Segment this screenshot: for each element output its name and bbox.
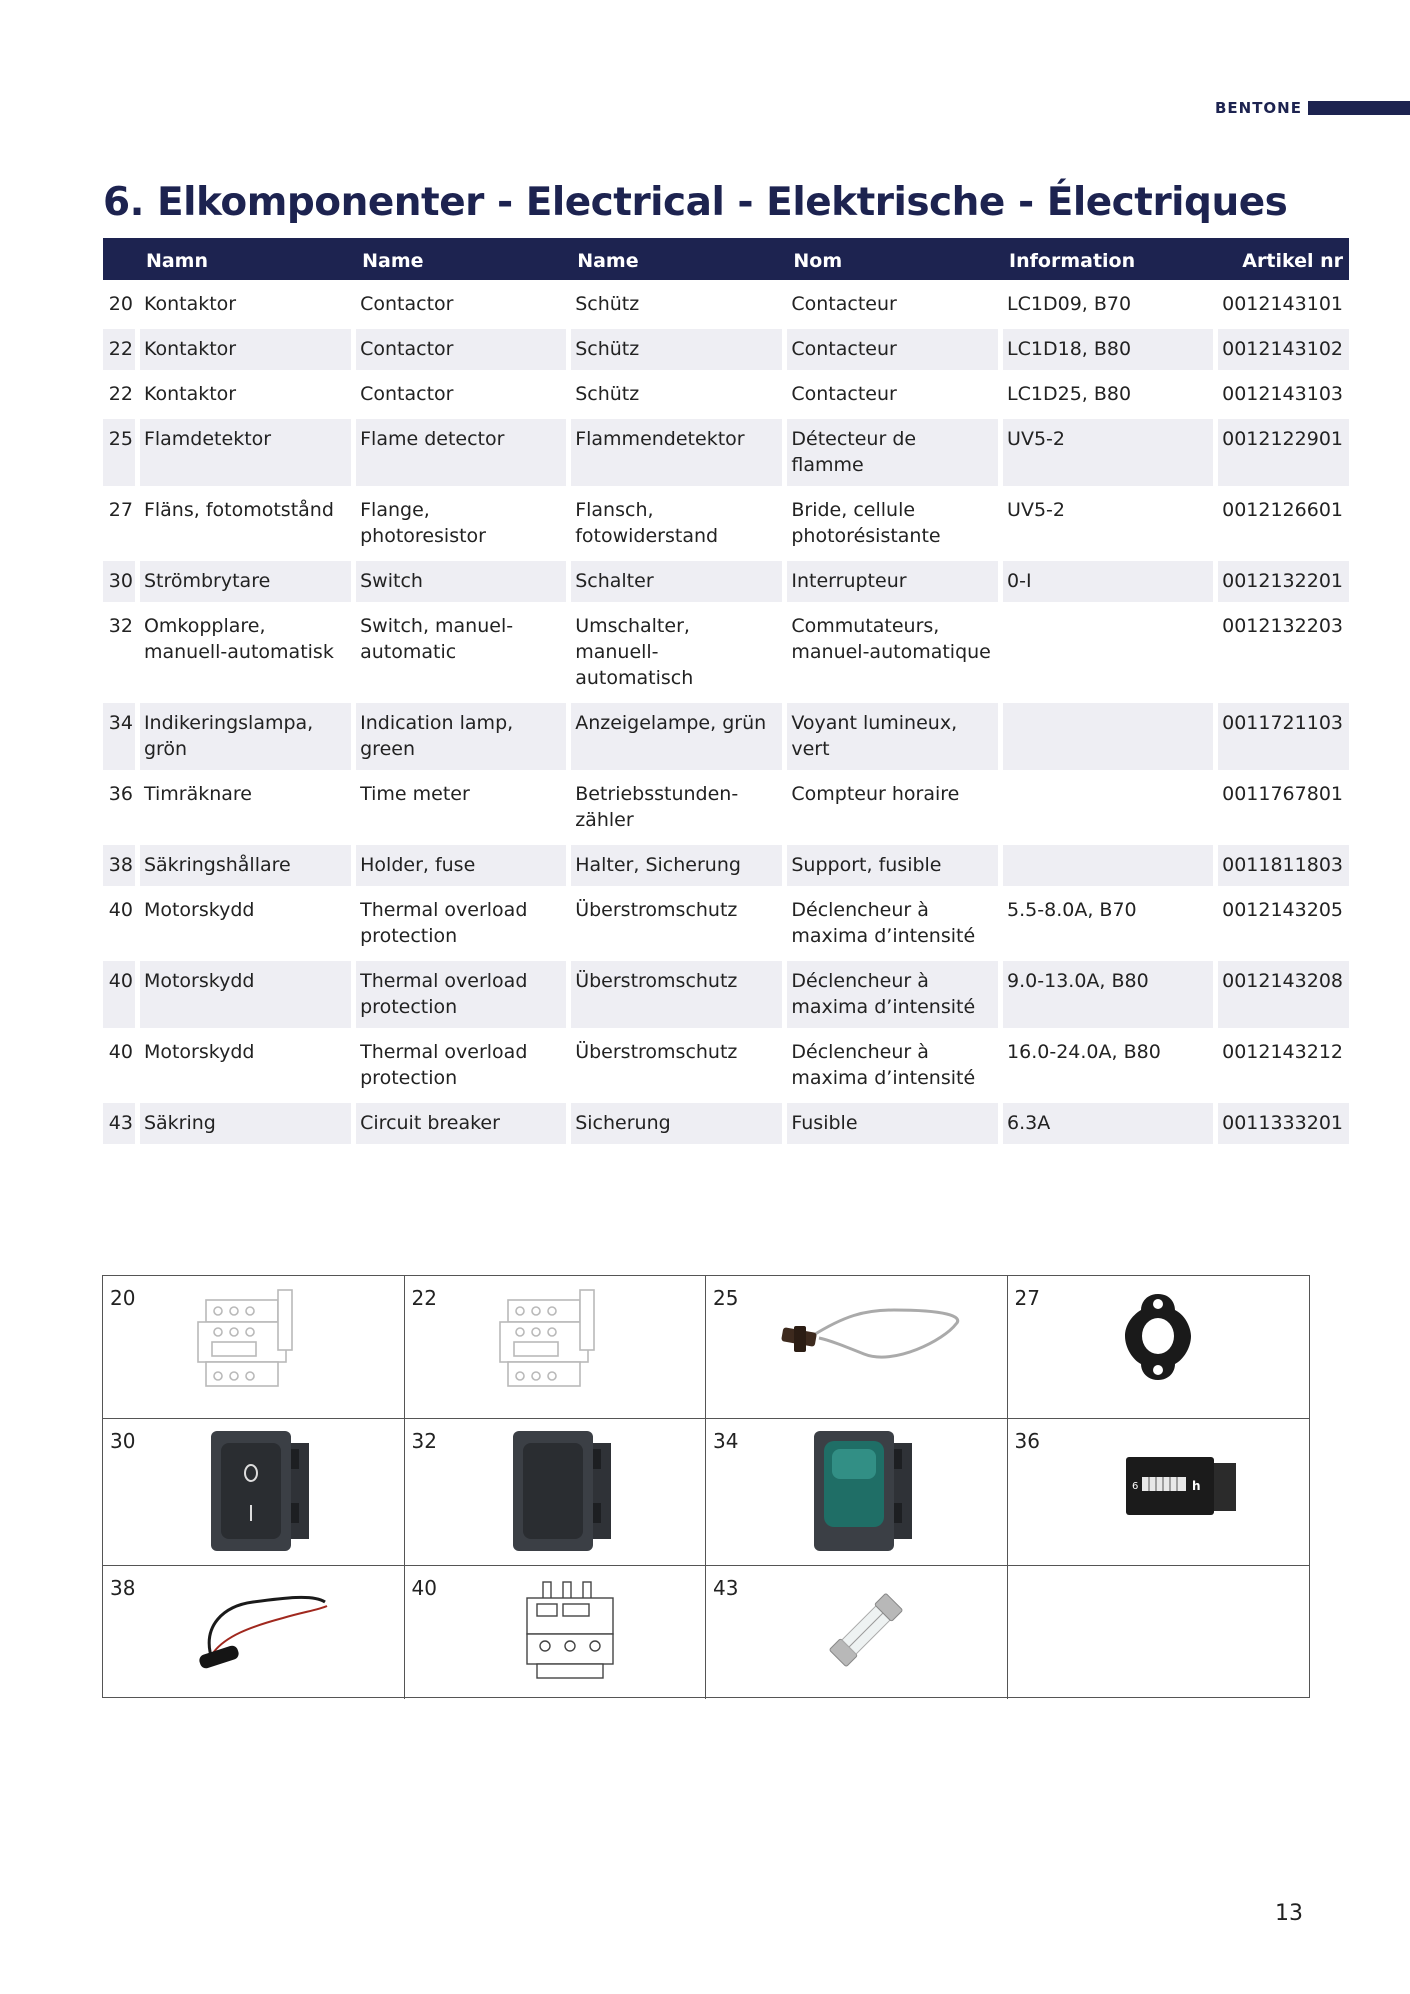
table-row — [103, 1032, 1349, 1099]
cell-name-en: Holder, fuse — [356, 845, 571, 886]
image-label: 43 — [713, 1576, 739, 1600]
cell-information — [1003, 703, 1218, 770]
cell-name-en: Circuit breaker — [356, 1103, 571, 1144]
cell-information: 9.0-13.0A, B80 — [1003, 961, 1218, 1028]
cell-name-en: Switch, manuel- automatic — [356, 606, 571, 699]
table-row — [103, 845, 1349, 886]
image-label: 25 — [713, 1286, 739, 1310]
cell-nom: Commutateurs, manuel-automatique — [787, 606, 1003, 699]
rocker-switch-icon — [505, 1425, 625, 1555]
cell-artikel-nr: 0012122901 — [1218, 419, 1349, 486]
cell-namn: Säkringshållare — [140, 845, 356, 886]
cell-name-de: Betriebsstunden- zähler — [571, 774, 787, 841]
cell-name-de: Flammendetektor — [571, 419, 787, 486]
cell-nom: Contacteur — [787, 374, 1003, 415]
image-label: 40 — [411, 1576, 437, 1600]
cell-nom: Interrupteur — [787, 561, 1003, 602]
cell-nom: Voyant lumineux, vert — [787, 703, 1003, 770]
cell-information: 0-I — [1003, 561, 1218, 602]
table-header — [103, 238, 1349, 280]
cell-name-en: Indication lamp, green — [356, 703, 571, 770]
flange-icon — [1113, 1286, 1203, 1386]
cell-artikel-nr: 0011767801 — [1222, 783, 1343, 805]
table-row — [103, 1103, 1349, 1144]
column-header-name-en: Name — [356, 238, 571, 280]
cell-namn: Fläns, fotomotstånd — [140, 490, 356, 557]
image-cell-30 — [103, 1419, 405, 1566]
cell-name-de: Schütz — [571, 329, 787, 370]
table-row — [103, 774, 1349, 841]
cell-nom: Compteur horaire — [787, 774, 1003, 841]
cell-name-de: Überstromschutz — [571, 890, 787, 957]
cell-name-de: Anzeigelampe, grün — [571, 703, 787, 770]
cell-information — [1003, 845, 1218, 886]
contactor-icon — [490, 1284, 600, 1394]
image-cell-40 — [405, 1566, 707, 1699]
row-number: 32 — [103, 606, 140, 699]
rocker-switch-icon — [203, 1425, 323, 1555]
cell-artikel-nr: 0012126601 — [1222, 499, 1343, 521]
cell-name-en: Contactor — [356, 374, 571, 415]
svg-text:6: 6 — [1131, 1481, 1138, 1492]
column-header-artikel-nr: Artikel nr — [1218, 238, 1349, 280]
component-image-grid — [102, 1275, 1310, 1698]
cell-artikel-nr: 0012143103 — [1222, 383, 1343, 405]
cell-namn: Omkopplare, manuell-automatisk — [140, 606, 356, 699]
cell-name-en: Time meter — [356, 774, 571, 841]
column-header-namn: Namn — [140, 238, 356, 280]
row-number: 40 — [103, 961, 140, 1028]
table-row — [103, 490, 1349, 557]
cell-name-en: Flange, photoresistor — [356, 490, 571, 557]
cell-artikel-nr: 0011811803 — [1218, 845, 1349, 886]
cell-name-en: Thermal overload protection — [356, 961, 571, 1028]
image-label: 22 — [411, 1286, 437, 1310]
cell-name-de: Überstromschutz — [571, 1032, 787, 1099]
cell-name-de: Halter, Sicherung — [571, 845, 787, 886]
row-number: 27 — [103, 490, 140, 557]
cell-name-de: Flansch, fotowiderstand — [571, 490, 787, 557]
cell-artikel-nr: 0012143101 — [1222, 293, 1343, 315]
indicator-lamp-icon — [806, 1425, 926, 1555]
image-cell-27 — [1008, 1276, 1310, 1419]
image-label: 36 — [1014, 1429, 1040, 1453]
cell-name-en: Flame detector — [356, 419, 571, 486]
cell-artikel-nr: 0011721103 — [1218, 703, 1349, 770]
cell-namn: Strömbrytare — [140, 561, 356, 602]
cell-namn: Indikeringslampa, grön — [140, 703, 356, 770]
cell-nom: Détecteur de flamme — [787, 419, 1003, 486]
parts-table — [103, 234, 1349, 1148]
image-cell-34 — [706, 1419, 1008, 1566]
image-label: 27 — [1014, 1286, 1040, 1310]
cell-nom: Support, fusible — [787, 845, 1003, 886]
cell-artikel-nr: 0012143205 — [1222, 899, 1343, 921]
cell-namn: Motorskydd — [140, 890, 356, 957]
image-label: 20 — [110, 1286, 136, 1310]
cell-namn: Kontaktor — [140, 284, 356, 325]
row-number: 36 — [103, 774, 140, 841]
cell-information — [1003, 774, 1218, 841]
cell-name-en: Thermal overload protection — [356, 890, 571, 957]
fuse-icon — [816, 1580, 916, 1680]
table-row — [103, 890, 1349, 957]
cell-nom: Déclencheur à maxima d’intensité — [787, 890, 1003, 957]
row-number: 20 — [103, 284, 140, 325]
table-row — [103, 419, 1349, 486]
table-body — [103, 284, 1349, 1144]
column-header-nom: Nom — [787, 238, 1003, 280]
row-number: 22 — [103, 374, 140, 415]
table-row — [103, 329, 1349, 370]
cell-artikel-nr: 0012132201 — [1218, 561, 1349, 602]
cell-namn: Säkring — [140, 1103, 356, 1144]
brand-name: BENTONE — [1214, 99, 1302, 117]
image-cell-32 — [405, 1419, 707, 1566]
table-row — [103, 961, 1349, 1028]
column-header-name-de: Name — [571, 238, 787, 280]
column-header-information: Information — [1003, 238, 1218, 280]
page-title: 6. Elkomponenter - Electrical - Elektrische - Électriques — [103, 180, 1288, 225]
cell-nom: Bride, cellule photorésistante — [787, 490, 1003, 557]
row-number: 22 — [103, 329, 140, 370]
row-number: 25 — [103, 419, 140, 486]
row-number: 43 — [103, 1103, 140, 1144]
row-number: 34 — [103, 703, 140, 770]
cell-information: 16.0-24.0A, B80 — [1003, 1032, 1218, 1099]
cell-name-de: Schalter — [571, 561, 787, 602]
cell-nom: Fusible — [787, 1103, 1003, 1144]
cell-name-en: Contactor — [356, 329, 571, 370]
cell-nom: Déclencheur à maxima d’intensité — [787, 961, 1003, 1028]
cell-nom: Déclencheur à maxima d’intensité — [787, 1032, 1003, 1099]
cell-namn: Motorskydd — [140, 961, 356, 1028]
image-cell-43 — [706, 1566, 1008, 1699]
overload-relay-icon — [515, 1576, 625, 1686]
cell-namn: Timräknare — [140, 774, 356, 841]
image-cell-22 — [405, 1276, 707, 1419]
cell-information: 5.5-8.0A, B70 — [1003, 890, 1218, 957]
cell-name-en: Thermal overload protection — [356, 1032, 571, 1099]
cell-information: LC1D18, B80 — [1003, 329, 1218, 370]
page-number: 13 — [1275, 1901, 1303, 1926]
row-number: 38 — [103, 845, 140, 886]
column-header-number — [103, 238, 140, 280]
brand-header — [1215, 99, 1410, 117]
cell-name-de: Sicherung — [571, 1103, 787, 1144]
cell-nom: Contacteur — [787, 329, 1003, 370]
cell-artikel-nr: 0012143208 — [1218, 961, 1349, 1028]
image-cell-20 — [103, 1276, 405, 1419]
cell-namn: Kontaktor — [140, 374, 356, 415]
contactor-icon — [188, 1284, 298, 1394]
cell-information: LC1D09, B70 — [1003, 284, 1218, 325]
image-label: 38 — [110, 1576, 136, 1600]
image-label: 32 — [411, 1429, 437, 1453]
cell-information: UV5-2 — [1003, 490, 1218, 557]
table-row — [103, 703, 1349, 770]
table-row — [103, 561, 1349, 602]
cell-namn: Motorskydd — [140, 1032, 356, 1099]
cell-artikel-nr: 0012143212 — [1222, 1041, 1343, 1063]
cell-name-en: Contactor — [356, 284, 571, 325]
cell-information: UV5-2 — [1003, 419, 1218, 486]
fuse-holder-icon — [193, 1576, 333, 1686]
image-cell-36 — [1008, 1419, 1310, 1566]
cell-information: 6.3A — [1003, 1103, 1218, 1144]
row-number: 40 — [103, 1032, 140, 1099]
brand-bar — [1308, 101, 1410, 115]
cell-name-de: Schütz — [571, 284, 787, 325]
row-number: 40 — [103, 890, 140, 957]
cell-name-de: Überstromschutz — [571, 961, 787, 1028]
cell-name-de: Umschalter, manuell- automatisch — [571, 606, 787, 699]
cell-nom: Contacteur — [787, 284, 1003, 325]
cell-artikel-nr: 0011333201 — [1218, 1103, 1349, 1144]
time-meter-icon — [1120, 1449, 1240, 1529]
image-cell-38 — [103, 1566, 405, 1699]
cell-name-de: Schütz — [571, 374, 787, 415]
svg-text:h: h — [1191, 1479, 1201, 1493]
cell-information — [1003, 606, 1218, 699]
cell-namn: Flamdetektor — [140, 419, 356, 486]
cell-artikel-nr: 0012132203 — [1222, 615, 1343, 637]
cell-artikel-nr: 0012143102 — [1218, 329, 1349, 370]
table-row — [103, 284, 1349, 325]
image-label: 30 — [110, 1429, 136, 1453]
cell-namn: Kontaktor — [140, 329, 356, 370]
table-row — [103, 374, 1349, 415]
image-cell-empty — [1008, 1566, 1310, 1699]
flame-detector-icon — [774, 1296, 974, 1376]
table-row — [103, 606, 1349, 699]
row-number: 30 — [103, 561, 140, 602]
cell-name-en: Switch — [356, 561, 571, 602]
image-cell-25 — [706, 1276, 1008, 1419]
image-label: 34 — [713, 1429, 739, 1453]
cell-information: LC1D25, B80 — [1003, 374, 1218, 415]
